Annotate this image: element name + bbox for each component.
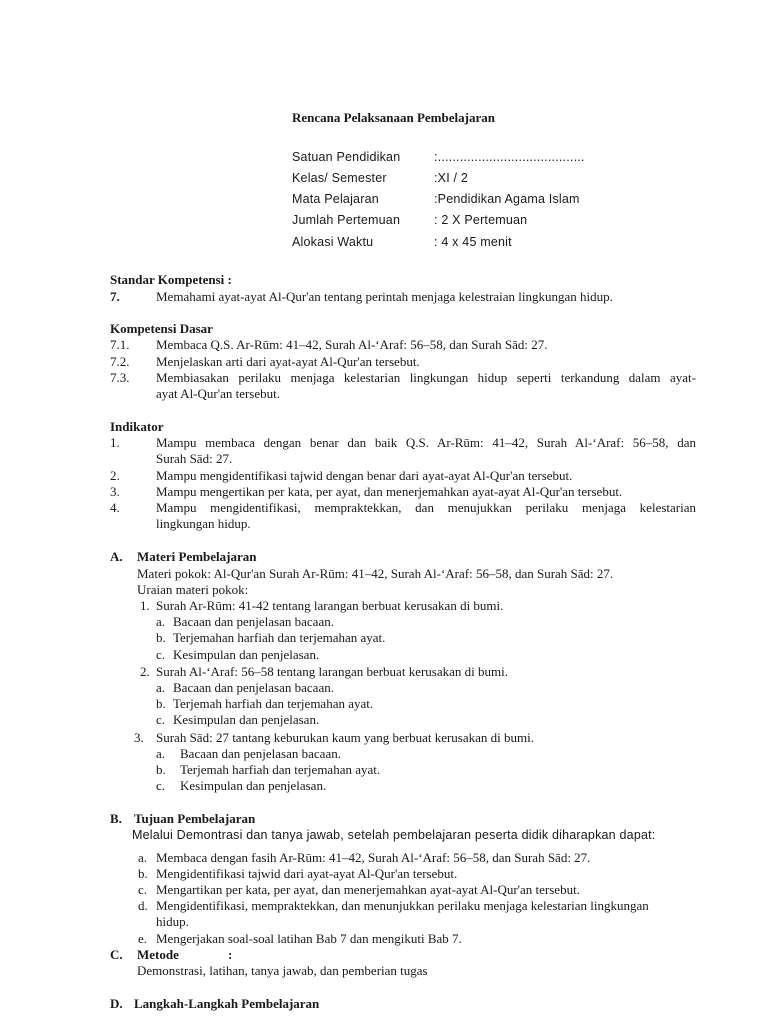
item-text: Mampu mengidentifikasi, mempraktekkan, dan menujukkan perilaku menjaga kelestarian bbox=[156, 500, 696, 515]
item-text-continuation: Surah Sād: 27. bbox=[156, 451, 233, 466]
sub-text: Bacaan dan penjelasan bacaan. bbox=[180, 746, 341, 761]
meta-label: Satuan Pendidikan bbox=[292, 150, 401, 164]
sub-text: Mengartikan per kata, per ayat, dan menerjemahkan ayat-ayat Al-Qur'an tersebut. bbox=[156, 882, 580, 897]
item-number: 7.2. bbox=[110, 354, 130, 369]
sub-letter: a. bbox=[156, 614, 166, 629]
meta-label: Mata Pelajaran bbox=[292, 192, 379, 206]
tujuan-intro: Melalui Demontrasi dan tanya jawab, setelah pembelajaran peserta didik diharapkan dapat: bbox=[132, 828, 656, 842]
item-text: Mampu membaca dengan benar dan baik Q.S. Ar-Rūm: 41–42, Surah Al-‘Araf: 56–58, dan bbox=[156, 435, 696, 450]
sub-text: Terjemahan harfiah dan terjemahan ayat. bbox=[173, 630, 386, 645]
item-number: 4. bbox=[110, 500, 120, 515]
section-letter: B. bbox=[110, 811, 122, 826]
sub-text: Terjemah harfiah dan terjemahan ayat. bbox=[180, 762, 381, 777]
item-text: Mampu mengertikan per kata, per ayat, dan menerjemahkan ayat-ayat Al-Qur'an tersebut. bbox=[156, 484, 623, 499]
section-heading: Indikator bbox=[110, 419, 164, 434]
meta-label: Jumlah Pertemuan bbox=[292, 213, 401, 227]
item-text: Menjelaskan arti dari ayat-ayat Al-Qur'an tersebut. bbox=[156, 354, 420, 369]
sub-text: Mengerjakan soal-soal latihan Bab 7 dan mengikuti Bab 7. bbox=[156, 931, 462, 946]
item-number: 2. bbox=[110, 468, 120, 483]
sub-letter: c. bbox=[156, 712, 166, 727]
sub-text: Bacaan dan penjelasan bacaan. bbox=[173, 680, 334, 695]
sub-text-continuation: hidup. bbox=[156, 914, 189, 929]
item-number: 3. bbox=[134, 730, 144, 745]
sub-text: Kesimpulan dan penjelasan. bbox=[173, 712, 320, 727]
sub-letter: b. bbox=[156, 762, 166, 777]
sub-letter: a. bbox=[138, 850, 148, 865]
sub-text: Kesimpulan dan penjelasan. bbox=[173, 647, 320, 662]
section-letter: A. bbox=[110, 549, 123, 564]
item-text: Surah Sād: 27 tantang keburukan kaum yang berbuat kerusakan di bumi. bbox=[156, 730, 534, 745]
sub-text: Mengidentifikasi, mempraktekkan, dan menunjukkan perilaku menjaga kelestarian lingkungan bbox=[156, 898, 649, 913]
section-colon: : bbox=[228, 947, 233, 962]
sub-letter: b. bbox=[156, 630, 166, 645]
page-title: Rencana Pelaksanaan Pembelajaran bbox=[292, 110, 495, 125]
item-number: 1. bbox=[110, 435, 120, 450]
section-heading: Materi Pembelajaran bbox=[137, 549, 257, 564]
metode-text: Demonstrasi, latihan, tanya jawab, dan pemberian tugas bbox=[137, 963, 428, 978]
uraian-label: Uraian materi pokok: bbox=[137, 582, 249, 597]
item-text: Memahami ayat-ayat Al-Qur'an tentang perintah menjaga kelestraian lingkungan hidup. bbox=[156, 289, 613, 304]
meta-label: Kelas/ Semester bbox=[292, 171, 387, 185]
item-number: 2. bbox=[140, 664, 150, 679]
section-heading: Kompetensi Dasar bbox=[110, 321, 213, 336]
sub-letter: c. bbox=[156, 778, 166, 793]
materi-pokok: Materi pokok: Al-Qur'an Surah Ar-Rūm: 41–42, Surah Al-‘Araf: 56–58, dan Surah Sād: 27. bbox=[137, 566, 614, 581]
sub-letter: c. bbox=[156, 647, 166, 662]
item-text: Surah Ar-Rūm: 41-42 tentang larangan berbuat kerusakan di bumi. bbox=[156, 598, 504, 613]
section-heading: Standar Kompetensi : bbox=[110, 272, 232, 287]
sub-letter: e. bbox=[138, 931, 148, 946]
meta-value: :........................................ bbox=[434, 150, 585, 164]
item-text: Mampu mengidentifikasi tajwid dengan benar dari ayat-ayat Al-Qur'an tersebut. bbox=[156, 468, 573, 483]
section-heading: Tujuan Pembelajaran bbox=[134, 811, 256, 826]
sub-text: Kesimpulan dan penjelasan. bbox=[180, 778, 327, 793]
item-text: Membiasakan perilaku menjaga kelestarian lingkungan hidup seperti terkandung dalam ayat- bbox=[156, 370, 696, 385]
meta-value: :XI / 2 bbox=[434, 171, 469, 185]
meta-label: Alokasi Waktu bbox=[292, 235, 374, 249]
sub-letter: a. bbox=[156, 680, 166, 695]
item-number: 7.1. bbox=[110, 337, 130, 352]
item-text-continuation: lingkungan hidup. bbox=[156, 516, 251, 531]
item-number: 3. bbox=[110, 484, 120, 499]
sub-letter: a. bbox=[156, 746, 166, 761]
sub-letter: b. bbox=[138, 866, 148, 881]
meta-value: : 4 x 45 menit bbox=[434, 235, 512, 249]
sub-text: Mengidentifikasi tajwid dari ayat-ayat Al-Qur'an tersebut. bbox=[156, 866, 458, 881]
item-number: 1. bbox=[140, 598, 150, 613]
item-text: Membaca Q.S. Ar-Rūm: 41–42, Surah Al-‘Araf: 56–58, dan Surah Sād: 27. bbox=[156, 337, 548, 352]
section-heading: Langkah-Langkah Pembelajaran bbox=[134, 996, 320, 1011]
section-letter: C. bbox=[110, 947, 123, 962]
sub-letter: c. bbox=[138, 882, 148, 897]
section-heading: Metode bbox=[137, 947, 179, 962]
sub-letter: b. bbox=[156, 696, 166, 711]
sub-text: Bacaan dan penjelasan bacaan. bbox=[173, 614, 334, 629]
meta-value: : 2 X Pertemuan bbox=[434, 213, 528, 227]
meta-value: :Pendidikan Agama Islam bbox=[434, 192, 580, 206]
sub-text: Terjemah harfiah dan terjemahan ayat. bbox=[173, 696, 374, 711]
item-number: 7. bbox=[110, 289, 120, 304]
section-letter: D. bbox=[110, 996, 123, 1011]
sub-text: Membaca dengan fasih Ar-Rūm: 41–42, Surah Al-‘Araf: 56–58, dan Surah Sād: 27. bbox=[156, 850, 591, 865]
item-text-continuation: ayat Al-Qur'an tersebut. bbox=[156, 386, 280, 401]
sub-letter: d. bbox=[138, 898, 148, 913]
item-number: 7.3. bbox=[110, 370, 130, 385]
item-text: Surah Al-‘Araf: 56–58 tentang larangan berbuat kerusakan di bumi. bbox=[156, 664, 508, 679]
